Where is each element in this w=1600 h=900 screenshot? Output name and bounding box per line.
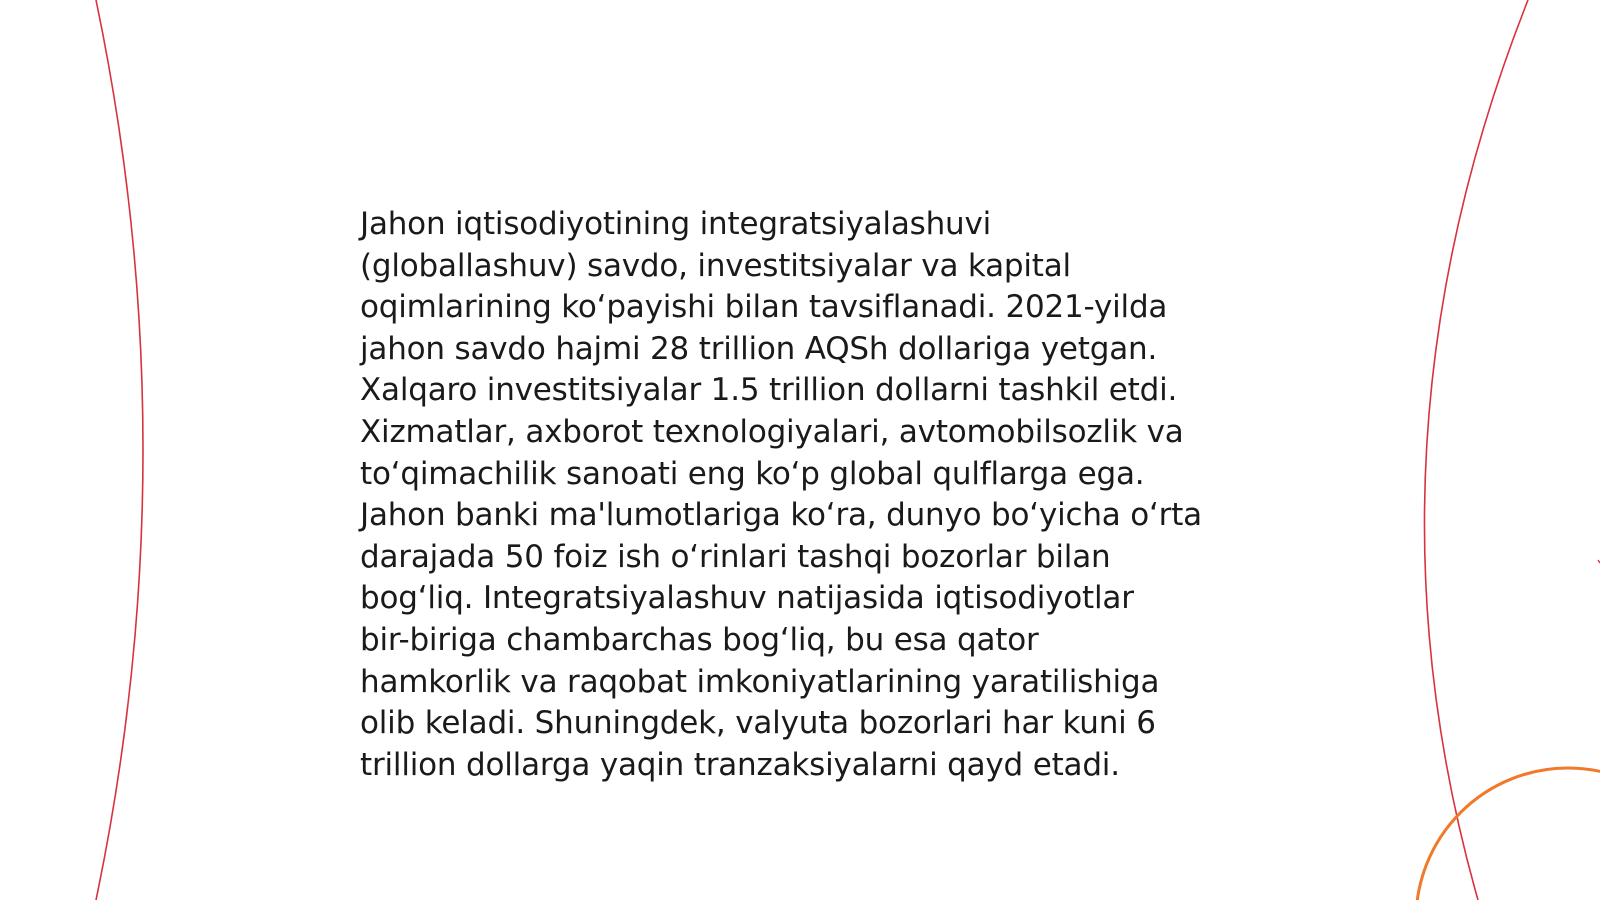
text-line: Xizmatlar, axborot texnologiyalari, avtomobilsozlik va [360,413,1184,450]
text-line: Jahon banki ma'lumotlariga koʻra, dunyo boʻyicha oʻrta [360,497,1202,534]
text-line: (globallashuv) savdo, investitsiyalar va kapital [360,247,1071,284]
text-line: olib keladi. Shuningdek, valyuta bozorlari har kuni 6 [360,705,1156,742]
text-line: darajada 50 foiz ish oʻrinlari tashqi bozorlar bilan [360,538,1111,575]
text-line: bogʻliq. Integratsiyalashuv natijasida iqtisodiyotlar [360,580,1134,617]
text-line: toʻqimachilik sanoati eng koʻp global qulflarga ega. [360,455,1145,492]
right-curve-decor [1424,0,1528,900]
text-line: Jahon iqtisodiyotining integratsiyalashuvi [360,206,992,242]
corner-circle-decor [1416,768,1600,900]
text-line: bir-biriga chambarchas bogʻliq, bu esa qator [360,621,1039,658]
text-line: oqimlarining koʻpayishi bilan tavsiflanadi. 2021-yilda [360,289,1168,326]
text-line: hamkorlik va raqobat imkoniyatlarining yaratilishiga [360,663,1160,700]
text-line: trillion dollarga yaqin tranzaksiyalarni qayd etadi. [360,746,1120,783]
text-line: jahon savdo hajmi 28 trillion AQSh dollariga yetgan. [360,330,1158,367]
body-paragraph [360,204,1260,786]
left-curve-decor [96,0,143,900]
text-line: Xalqaro investitsiyalar 1.5 trillion dollarni tashkil etdi. [360,372,1178,409]
